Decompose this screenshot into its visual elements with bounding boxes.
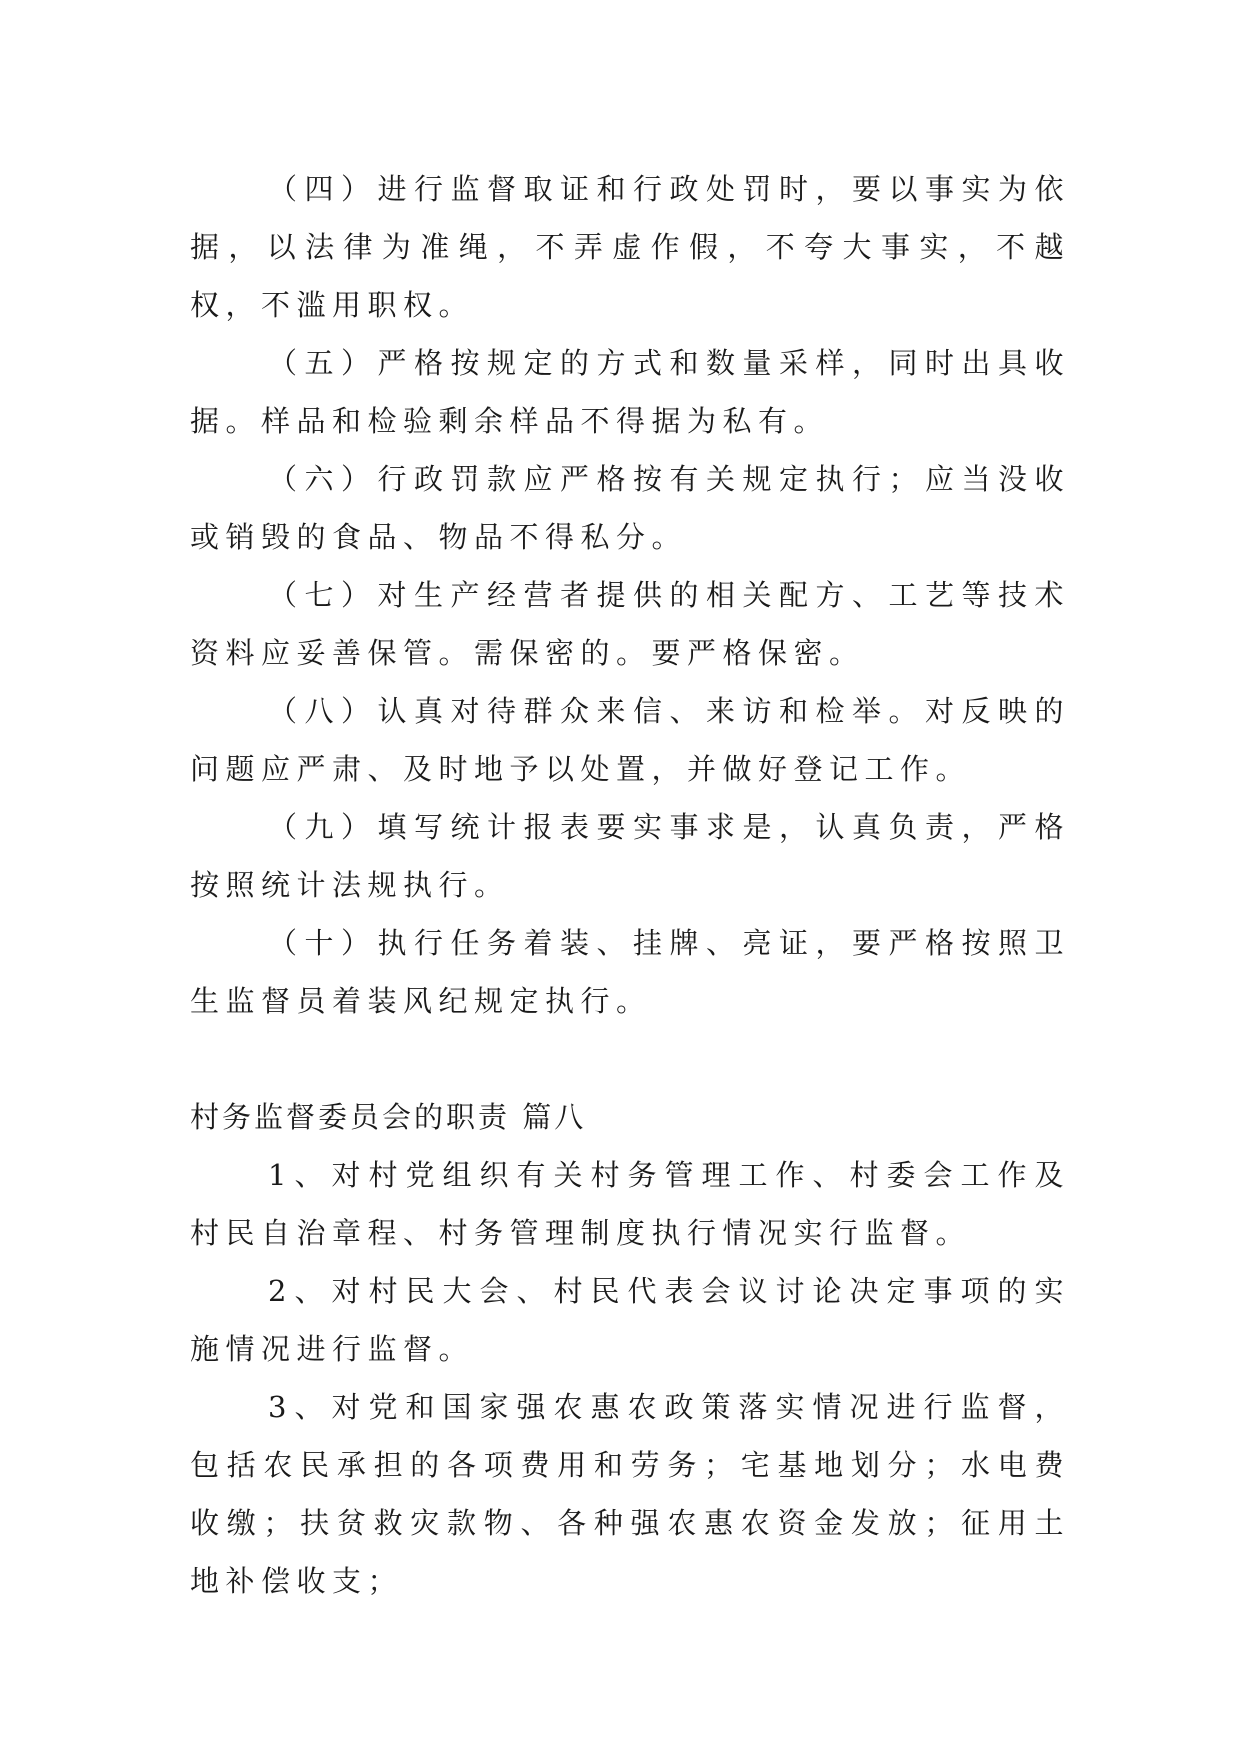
paragraph-item-9: （九）填写统计报表要实事求是，认真负责，严格按照统计法规执行。 [190, 810, 1070, 902]
duty-item-3: 3、对党和国家强农惠农政策落实情况进行监督，包括农民承担的各项费用和劳务；宅基地划分；水电费收缴；扶贫救灾款物、各种强农惠农资金发放；征用土地补偿收支； [190, 1390, 1070, 1598]
paragraph-item-8: （八）认真对待群众来信、来访和检举。对反映的问题应严肃、及时地予以处置，并做好登记工作。 [190, 694, 1070, 786]
paragraph-item-6: （六）行政罚款应严格按有关规定执行；应当没收或销毁的食品、物品不得私分。 [190, 462, 1070, 554]
duty-item-2: 2、对村民大会、村民代表会议讨论决定事项的实施情况进行监督。 [190, 1274, 1070, 1366]
paragraph-item-7: （七）对生产经营者提供的相关配方、工艺等技术资料应妥善保管。需保密的。要严格保密。 [190, 578, 1070, 670]
paragraph-item-5: （五）严格按规定的方式和数量采样，同时出具收据。样品和检验剩余样品不得据为私有。 [190, 346, 1070, 438]
duty-item-1: 1、对村党组织有关村务管理工作、村委会工作及村民自治章程、村务管理制度执行情况实行监督。 [190, 1158, 1070, 1250]
section-heading: 村务监督委员会的职责 篇八 [190, 1100, 587, 1134]
document-page [190, 160, 1070, 1610]
paragraph-item-10: （十）执行任务着装、挂牌、亮证，要严格按照卫生监督员着装风纪规定执行。 [190, 926, 1070, 1018]
paragraph-item-4: （四）进行监督取证和行政处罚时，要以事实为依据，以法律为准绳，不弄虚作假，不夸大事实，不越权，不滥用职权。 [190, 172, 1070, 322]
